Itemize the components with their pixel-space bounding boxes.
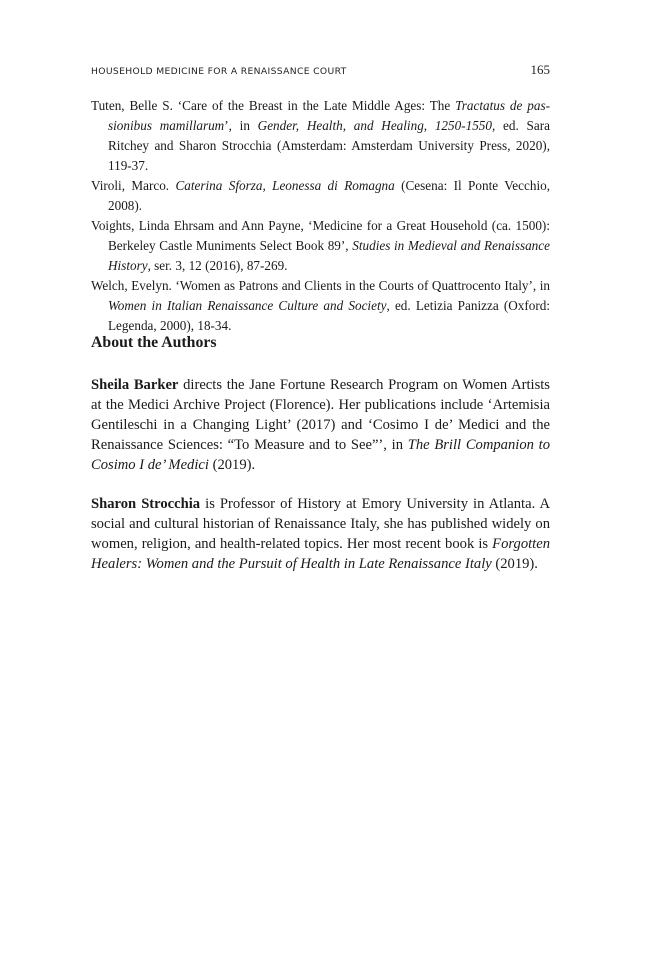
bib-title-italic: Caterina Sforza, Leonessa di Romagna <box>175 178 395 193</box>
author-name: Sharon Strocchia <box>91 496 201 512</box>
bib-text: Welch, Evelyn. ‘Women as Patrons and Clients in the Courts of Quattrocento Italy’, in <box>91 278 550 293</box>
about-authors-heading: About the Authors <box>91 334 217 351</box>
page-number: 165 <box>530 62 550 77</box>
bib-text: (Cesena: Il Ponte Vecchio, 2008). <box>108 178 550 213</box>
author-bio-strocchia <box>91 494 550 574</box>
bib-entry-voights <box>91 216 550 276</box>
bib-text: Viroli, Marco. <box>91 178 176 193</box>
bib-text: , ser. 3, 12 (2016), 87-269. <box>147 258 288 273</box>
bib-title-italic: Women in Italian Renaissance Culture and Society <box>108 298 387 313</box>
bib-text: Tuten, Belle S. ‘Care of the Breast in the Late Middle Ages: The <box>91 98 456 113</box>
bio-text: (2019). <box>491 556 538 572</box>
bib-text: ’, in <box>224 118 258 133</box>
bib-title-italic: Gender, Health, and Healing, 1250-1550 <box>257 118 492 133</box>
author-bio-barker <box>91 375 550 475</box>
bib-title-italic: Studies in Medieval and Renaissance History <box>108 238 550 273</box>
bio-title-italic: The Brill Companion to Cosimo I de’ Medici <box>91 437 550 473</box>
bio-title-italic: Forgotten Healers: Women and the Pursuit of Health in Late Renaissance Italy <box>91 536 550 572</box>
bib-text: , ed. Letizia Panizza (Oxford: Legenda, 2000), 18-34. <box>108 298 551 333</box>
bio-text: (2019). <box>208 457 256 473</box>
bib-title-italic: Tractatus de passionibus mamillarum <box>108 98 550 133</box>
bib-entry-viroli <box>91 176 550 216</box>
bibliography-list <box>91 96 550 336</box>
bio-text: directs the Jane Fortune Research Program on Women Artists at the Medici Archive Project (Florence). Her publications include ‘Artemisia Gentileschi in a Changing Light’ (2017) and ‘Cosimo I de’ Medici and the Renaissance Sciences: “To Measure and to See”’, in <box>91 377 550 453</box>
author-name: Sheila Barker <box>91 377 179 393</box>
running-head <box>91 62 550 78</box>
bib-text: , ed. Sara Ritchey and Sharon Strocchia (Amsterdam: Amsterdam University Press, 2020), 119-37. <box>108 118 550 173</box>
running-title: HOUSEHOLD MEDICINE FOR A RENAISSANCE COURT <box>91 66 347 77</box>
bib-entry-welch <box>91 276 550 336</box>
bib-entry-tuten <box>91 96 550 176</box>
bib-text: Voights, Linda Ehrsam and Ann Payne, ‘Medicine for a Great Household (ca. 1500): Berkeley Castle Muniments Select Book 89’, <box>91 218 550 253</box>
bio-text: is Professor of History at Emory University in Atlanta. A social and cultural historian of Renaissance Italy, she has published widely on women, religion, and health-related topics. Her most recent book is <box>91 496 550 552</box>
